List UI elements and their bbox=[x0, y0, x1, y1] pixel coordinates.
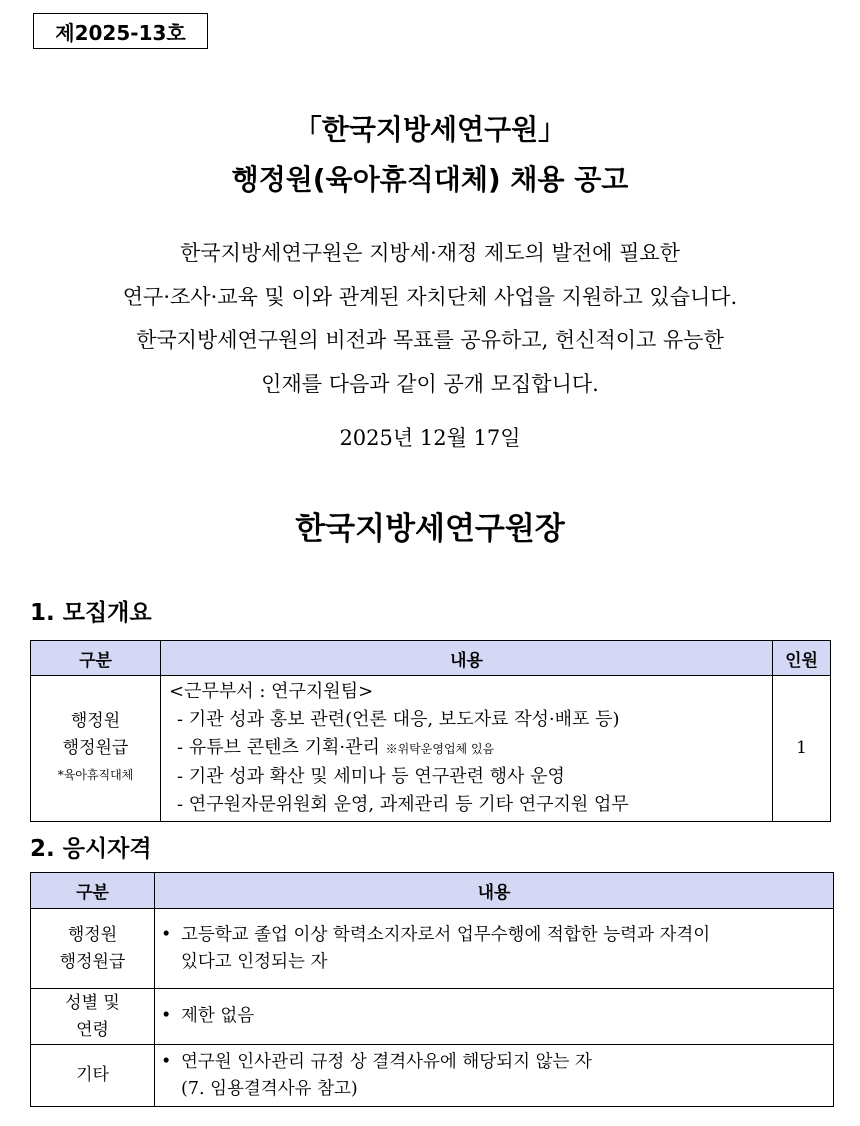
content-cell bbox=[155, 1045, 834, 1107]
section-1-heading: 1. 모집개요 bbox=[30, 600, 152, 626]
intro-paragraph bbox=[0, 232, 860, 406]
intro-line: 한국지방세연구원의 비전과 목표를 공유하고, 헌신적이고 유능한 bbox=[136, 328, 724, 352]
content-cell bbox=[155, 909, 834, 989]
category-line: 행정원 bbox=[70, 711, 121, 731]
intro-line: 연구·조사·교육 및 이와 관계된 자치단체 사업을 지원하고 있습니다. bbox=[122, 284, 738, 309]
content-cell bbox=[155, 989, 834, 1045]
duty-text: - 유튜브 콘텐츠 기획·관리 bbox=[177, 737, 380, 758]
duty-note: ※위탁운영업체 있음 bbox=[385, 742, 495, 756]
eligibility-table bbox=[30, 872, 834, 1107]
header-content: 내용 bbox=[155, 873, 834, 909]
duty-item: - 기관 성과 확산 및 세미나 등 연구관련 행사 운영 bbox=[177, 766, 565, 787]
header-content: 내용 bbox=[161, 641, 773, 676]
duty-item: - 연구원자문위원회 운영, 과제관리 등 기타 연구지원 업무 bbox=[177, 794, 629, 815]
bullet-text: 고등학교 졸업 이상 학력소지자로서 업무수행에 적합한 능력과 자격이 bbox=[181, 924, 711, 945]
table-row bbox=[31, 989, 834, 1045]
bullet-icon: • bbox=[161, 924, 172, 945]
category-cell bbox=[31, 989, 155, 1045]
category-line: 행정원급 bbox=[59, 951, 126, 972]
duties-cell bbox=[161, 676, 773, 822]
document-number: 제2025-13호 bbox=[33, 13, 208, 49]
bullet-icon: • bbox=[161, 1051, 172, 1072]
category-note: *육아휴직대체 bbox=[57, 768, 134, 782]
bullet-item bbox=[161, 1049, 827, 1076]
headcount-cell: 1 bbox=[773, 676, 831, 822]
bullet-continuation: 있다고 인정되는 자 bbox=[181, 951, 328, 972]
announcement-date: 2025년 12월 17일 bbox=[339, 426, 521, 450]
table-row bbox=[31, 676, 831, 822]
duty-item: - 기관 성과 홍보 관련(언론 대응, 보도자료 작성·배포 등) bbox=[177, 709, 620, 730]
bullet-text: 제한 없음 bbox=[181, 1006, 255, 1026]
bullet-continuation: (7. 임용결격사유 참고) bbox=[181, 1078, 358, 1099]
bullet-icon: • bbox=[161, 1006, 172, 1026]
bullet-text: 연구원 인사관리 규정 상 결격사유에 해당되지 않는 자 bbox=[181, 1051, 592, 1072]
category-line: 행정원급 bbox=[62, 738, 129, 758]
table-header-row bbox=[31, 641, 831, 676]
bullet-item bbox=[161, 1003, 827, 1030]
table-header-row bbox=[31, 873, 834, 909]
section-2-heading: 2. 응시자격 bbox=[30, 836, 152, 862]
recruitment-overview-table bbox=[30, 640, 831, 822]
department-line: <근무부서 : 연구지원팀> bbox=[169, 681, 374, 702]
category-line: 성별 및 bbox=[65, 992, 120, 1013]
title-line-1: 「한국지방세연구원」 bbox=[293, 113, 567, 146]
intro-line: 한국지방세연구원은 지방세·재정 제도의 발전에 필요한 bbox=[180, 241, 680, 265]
category-cell bbox=[31, 909, 155, 989]
duty-item bbox=[169, 734, 768, 763]
category-line: 기타 bbox=[76, 1065, 109, 1085]
issuer-name: 한국지방세연구원장 bbox=[295, 511, 565, 547]
table-row bbox=[31, 1045, 834, 1107]
category-line: 연령 bbox=[76, 1019, 109, 1040]
header-category: 구분 bbox=[31, 641, 161, 676]
category-cell bbox=[31, 676, 161, 822]
header-headcount: 인원 bbox=[773, 641, 831, 676]
bullet-item bbox=[161, 922, 827, 949]
intro-line: 인재를 다음과 같이 공개 모집합니다. bbox=[261, 371, 599, 396]
category-line: 행정원 bbox=[67, 924, 118, 945]
category-cell bbox=[31, 1045, 155, 1107]
table-row bbox=[31, 909, 834, 989]
header-category: 구분 bbox=[31, 873, 155, 909]
title-line-2: 행정원(육아휴직대체) 채용 공고 bbox=[231, 163, 629, 196]
